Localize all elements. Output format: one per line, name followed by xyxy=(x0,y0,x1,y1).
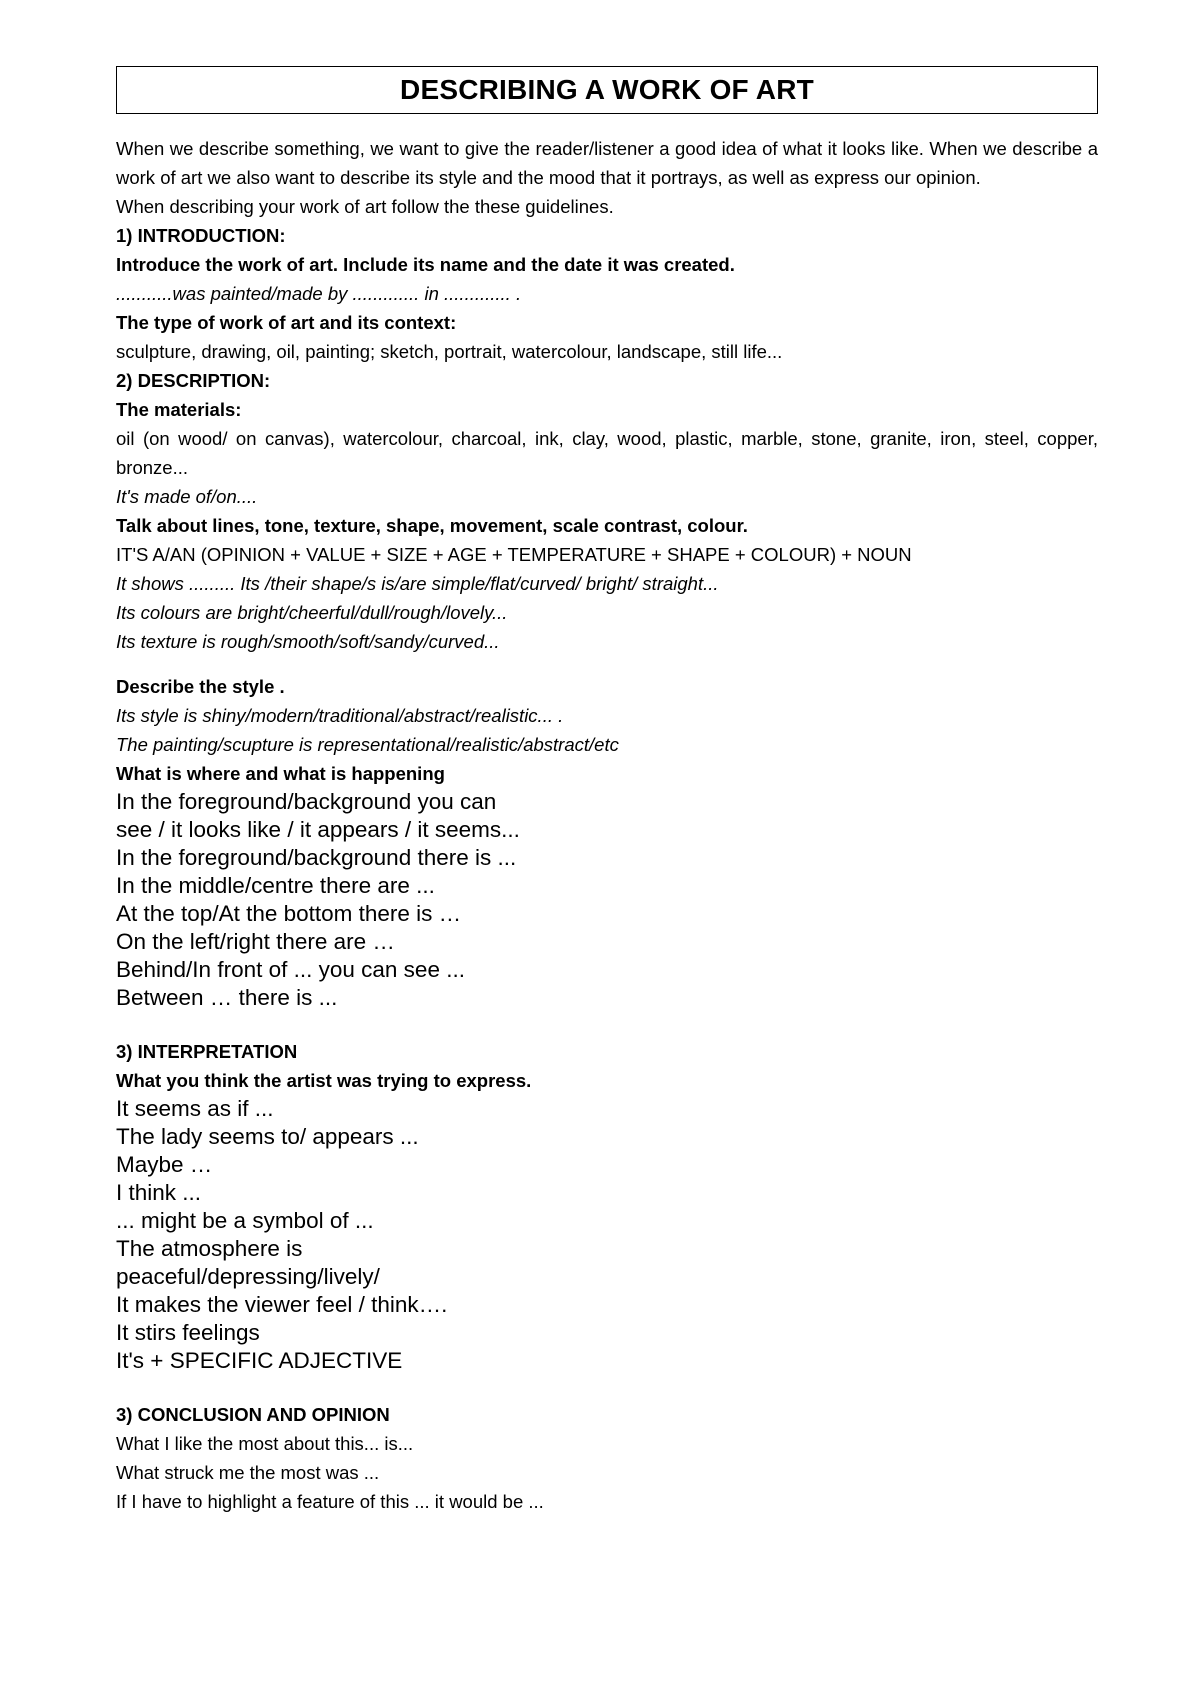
description-example: It shows ......... Its /their shape/s is/are simple/flat/curved/ bright/ straight... xyxy=(116,573,719,594)
section-interpretation-heading: 3) INTERPRETATION xyxy=(116,1041,298,1062)
adjective-order: IT'S A/AN (OPINION + VALUE + SIZE + AGE + TEMPERATURE + SHAPE + COLOUR) + NOUN xyxy=(116,544,912,565)
section-introduction-heading: 1) INTRODUCTION: xyxy=(116,225,286,246)
conclusion-line: What I like the most about this... is... xyxy=(116,1433,414,1454)
page-title: DESCRIBING A WORK OF ART xyxy=(400,74,814,105)
where-line: Behind/In front of ... you can see ... xyxy=(116,957,465,982)
section-conclusion-heading: 3) CONCLUSION AND OPINION xyxy=(116,1404,390,1425)
intro-paragraph: When we describe something, we want to give the reader/listener a good idea of what it looks like. When we describe a work of art we also want to describe its style and the mood that it portrays, as well as express our opinion. xyxy=(116,138,1098,188)
lines-heading: Talk about lines, tone, texture, shape, movement, scale contrast, colour. xyxy=(116,515,748,536)
style-example: The painting/scupture is representational/realistic/abstract/etc xyxy=(116,734,619,755)
interpretation-subheading: What you think the artist was trying to express. xyxy=(116,1070,532,1091)
style-heading: Describe the style . xyxy=(116,676,285,697)
interpretation-list xyxy=(116,1095,1098,1375)
type-heading: The type of work of art and its context: xyxy=(116,312,457,333)
where-list xyxy=(116,788,1098,1012)
conclusion-line: If I have to highlight a feature of this ... it would be ... xyxy=(116,1491,544,1512)
description-example: Its texture is rough/smooth/soft/sandy/curved... xyxy=(116,631,500,652)
where-line: see / it looks like / it appears / it seems... xyxy=(116,817,520,842)
introduction-example: ...........was painted/made by ............. in ............. . xyxy=(116,283,522,304)
spacer xyxy=(116,1012,1098,1037)
interpretation-line: Maybe … xyxy=(116,1152,213,1177)
where-line: In the foreground/background you can xyxy=(116,789,497,814)
document-page xyxy=(116,66,1098,1516)
interpretation-line: ... might be a symbol of ... xyxy=(116,1208,374,1233)
description-example: Its colours are bright/cheerful/dull/rough/lovely... xyxy=(116,602,508,623)
conclusion-line: What struck me the most was ... xyxy=(116,1462,380,1483)
where-line: Between … there is ... xyxy=(116,985,338,1010)
title-box xyxy=(116,66,1098,114)
introduction-subheading: Introduce the work of art. Include its name and the date it was created. xyxy=(116,254,735,275)
style-example: Its style is shiny/modern/traditional/abstract/realistic... . xyxy=(116,705,564,726)
materials-heading: The materials: xyxy=(116,399,242,420)
interpretation-line: It makes the viewer feel / think…. xyxy=(116,1292,448,1317)
interpretation-line: The lady seems to/ appears ... xyxy=(116,1124,419,1149)
interpretation-line: It stirs feelings xyxy=(116,1320,260,1345)
spacer xyxy=(116,656,1098,672)
type-list: sculpture, drawing, oil, painting; sketch, portrait, watercolour, landscape, still life... xyxy=(116,341,783,362)
spacer xyxy=(116,1375,1098,1400)
interpretation-line: I think ... xyxy=(116,1180,202,1205)
where-line: At the top/At the bottom there is … xyxy=(116,901,462,926)
materials-example: It's made of/on.... xyxy=(116,486,258,507)
interpretation-line: The atmosphere is xyxy=(116,1236,303,1261)
where-line: In the middle/centre there are ... xyxy=(116,873,435,898)
interpretation-line: It seems as if ... xyxy=(116,1096,274,1121)
section-description-heading: 2) DESCRIPTION: xyxy=(116,370,271,391)
where-line: On the left/right there are … xyxy=(116,929,395,954)
interpretation-line: peaceful/depressing/lively/ xyxy=(116,1264,380,1289)
where-heading: What is where and what is happening xyxy=(116,763,445,784)
materials-list: oil (on wood/ on canvas), watercolour, charcoal, ink, clay, wood, plastic, marble, stone, granite, iron, steel, copper, bronze... xyxy=(116,428,1098,478)
where-line: In the foreground/background there is ... xyxy=(116,845,517,870)
intro-guidelines: When describing your work of art follow the these guidelines. xyxy=(116,196,614,217)
interpretation-line: It's + SPECIFIC ADJECTIVE xyxy=(116,1348,403,1373)
